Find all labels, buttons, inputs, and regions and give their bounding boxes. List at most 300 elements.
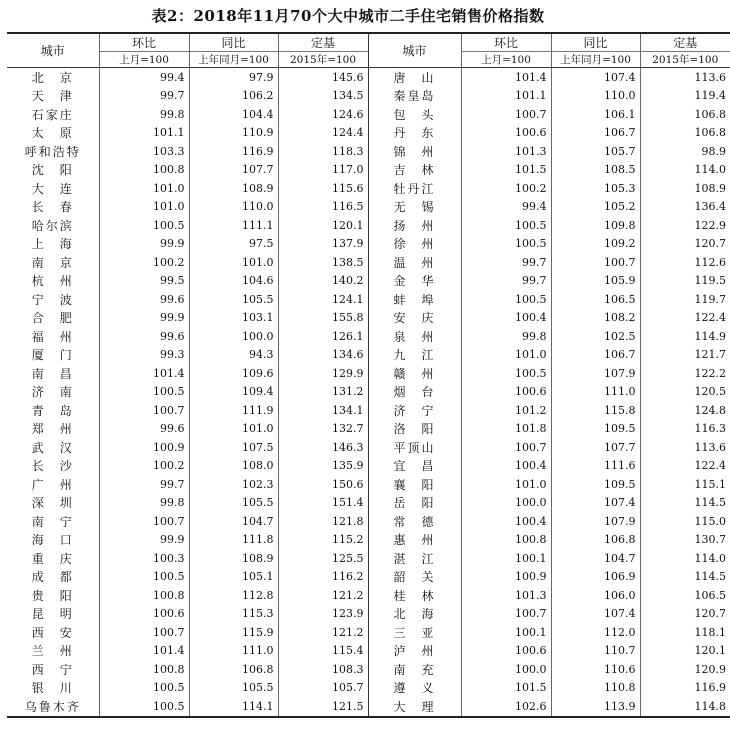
fixed-cell: 132.7 — [278, 420, 368, 439]
yoy-cell: 105.7 — [551, 142, 640, 161]
mom-cell: 99.4 — [461, 198, 551, 217]
yoy-cell: 101.0 — [189, 420, 278, 439]
city-cell: 锦 州 — [368, 142, 461, 161]
city-cell: 深 圳 — [31, 496, 74, 511]
city-cell: 合 肥 — [31, 311, 74, 326]
yoy-cell: 102.3 — [189, 475, 278, 494]
city-cell: 银 川 — [31, 681, 74, 696]
mom-cell: 100.9 — [461, 568, 551, 587]
mom-cell: 100.3 — [99, 549, 189, 568]
table-row — [7, 87, 730, 106]
city-cell: 徐 州 — [368, 235, 461, 254]
fixed-cell: 114.8 — [640, 697, 730, 717]
fixed-cell: 136.4 — [640, 198, 730, 217]
city-header: 城市 — [368, 33, 461, 68]
mom-cell: 99.7 — [99, 87, 189, 106]
fixed-cell: 116.9 — [640, 679, 730, 698]
mom-cell: 99.9 — [99, 235, 189, 254]
table-row — [7, 235, 730, 254]
city-cell: 三 亚 — [368, 623, 461, 642]
fixed-cell: 114.0 — [640, 549, 730, 568]
mom-cell: 100.2 — [99, 253, 189, 272]
city-cell: 长 春 — [31, 200, 74, 215]
mom-cell: 101.4 — [99, 364, 189, 383]
table-row — [7, 586, 730, 605]
yoy-cell: 107.9 — [551, 364, 640, 383]
city-cell: 秦皇岛 — [368, 87, 461, 106]
yoy-cell: 110.0 — [189, 198, 278, 217]
city-cell: 包 头 — [368, 105, 461, 124]
mom-cell: 101.0 — [99, 198, 189, 217]
yoy-cell: 110.9 — [189, 124, 278, 143]
city-cell: 重 庆 — [31, 551, 74, 566]
fixed-cell: 114.9 — [640, 327, 730, 346]
yoy-cell: 107.5 — [189, 438, 278, 457]
city-cell: 大 连 — [31, 181, 74, 196]
yoy-header: 同比 — [189, 33, 278, 52]
table-row — [7, 364, 730, 383]
fixed-cell: 117.0 — [278, 161, 368, 180]
mom-cell: 101.4 — [461, 68, 551, 87]
mom-header: 环比 — [461, 33, 551, 52]
table-row — [7, 457, 730, 476]
fixed-cell: 123.9 — [278, 605, 368, 624]
city-cell: 洛 阳 — [368, 420, 461, 439]
mom-cell: 100.7 — [99, 623, 189, 642]
city-cell: 安 庆 — [368, 309, 461, 328]
yoy-cell: 106.7 — [551, 346, 640, 365]
yoy-cell: 111.6 — [551, 457, 640, 476]
mom-cell: 100.8 — [99, 586, 189, 605]
mom-cell: 101.8 — [461, 420, 551, 439]
table-row — [7, 124, 730, 143]
table-row — [7, 179, 730, 198]
yoy-cell: 104.7 — [551, 549, 640, 568]
table-row — [7, 161, 730, 180]
fixed-cell: 124.8 — [640, 401, 730, 420]
fixed-cell: 130.7 — [640, 531, 730, 550]
fixed-cell: 116.5 — [278, 198, 368, 217]
yoy-cell: 104.7 — [189, 512, 278, 531]
yoy-cell: 109.4 — [189, 383, 278, 402]
mom-cell: 101.2 — [461, 401, 551, 420]
table-row — [7, 420, 730, 439]
yoy-cell: 116.9 — [189, 142, 278, 161]
yoy-cell: 109.5 — [551, 475, 640, 494]
mom-cell: 100.7 — [461, 105, 551, 124]
fixed-cell: 112.6 — [640, 253, 730, 272]
table-row — [7, 605, 730, 624]
fixed-cell: 118.3 — [278, 142, 368, 161]
mom-cell: 100.6 — [99, 605, 189, 624]
fixed-cell: 115.2 — [278, 531, 368, 550]
city-cell: 烟 台 — [368, 383, 461, 402]
fixed-cell: 115.0 — [640, 512, 730, 531]
mom-cell: 101.3 — [461, 142, 551, 161]
table-row — [7, 475, 730, 494]
fixed-cell: 119.4 — [640, 87, 730, 106]
fixed-cell: 115.1 — [640, 475, 730, 494]
yoy-cell: 115.8 — [551, 401, 640, 420]
yoy-cell: 104.4 — [189, 105, 278, 124]
fixed-cell: 120.1 — [640, 642, 730, 661]
fixed-cell: 122.9 — [640, 216, 730, 235]
mom-cell: 100.2 — [99, 457, 189, 476]
yoy-cell: 111.0 — [551, 383, 640, 402]
yoy-cell: 105.1 — [189, 568, 278, 587]
city-cell: 北 海 — [368, 605, 461, 624]
city-cell: 牡丹江 — [368, 179, 461, 198]
yoy-cell: 108.9 — [189, 179, 278, 198]
mom-cell: 100.8 — [99, 660, 189, 679]
city-cell: 济 南 — [31, 385, 74, 400]
fixed-cell: 134.6 — [278, 346, 368, 365]
fixed-cell: 108.9 — [640, 179, 730, 198]
fixed-cell: 122.4 — [640, 457, 730, 476]
fixed-cell: 120.5 — [640, 383, 730, 402]
fixed-cell: 138.5 — [278, 253, 368, 272]
mom-cell: 100.5 — [461, 290, 551, 309]
yoy-cell: 100.0 — [189, 327, 278, 346]
table-row — [7, 494, 730, 513]
city-header: 城市 — [7, 33, 99, 68]
table-row — [7, 642, 730, 661]
fixed-cell: 137.9 — [278, 235, 368, 254]
fixed-cell: 135.9 — [278, 457, 368, 476]
mom-cell: 100.6 — [461, 383, 551, 402]
fixed-cell: 120.9 — [640, 660, 730, 679]
mom-cell: 100.1 — [461, 623, 551, 642]
yoy-cell: 106.7 — [551, 124, 640, 143]
yoy-cell: 94.3 — [189, 346, 278, 365]
fixed-cell: 140.2 — [278, 272, 368, 291]
yoy-cell: 103.1 — [189, 309, 278, 328]
city-cell: 上 海 — [31, 237, 74, 252]
city-cell: 桂 林 — [368, 586, 461, 605]
yoy-cell: 108.9 — [189, 549, 278, 568]
city-cell: 武 汉 — [31, 440, 74, 455]
mom-cell: 99.9 — [99, 531, 189, 550]
city-cell: 蚌 埠 — [368, 290, 461, 309]
city-cell: 厦 门 — [31, 348, 74, 363]
mom-cell: 99.6 — [99, 327, 189, 346]
city-cell: 温 州 — [368, 253, 461, 272]
mom-cell: 101.5 — [461, 679, 551, 698]
mom-cell: 100.5 — [99, 216, 189, 235]
yoy-cell: 112.0 — [551, 623, 640, 642]
city-cell: 南 充 — [368, 660, 461, 679]
fixed-cell: 121.2 — [278, 586, 368, 605]
table-row — [7, 697, 730, 717]
fixed-header: 定基 — [640, 33, 730, 52]
mom-cell: 99.7 — [461, 272, 551, 291]
fixed-cell: 155.8 — [278, 309, 368, 328]
city-cell: 唐 山 — [368, 68, 461, 87]
fixed-cell: 113.6 — [640, 68, 730, 87]
yoy-cell: 111.0 — [189, 642, 278, 661]
city-cell: 哈尔滨 — [31, 218, 74, 233]
fixed-base-label: 2015年=100 — [640, 52, 730, 68]
fixed-cell: 98.9 — [640, 142, 730, 161]
fixed-header: 定基 — [278, 33, 368, 52]
yoy-cell: 111.1 — [189, 216, 278, 235]
table-row — [7, 309, 730, 328]
city-cell: 乌鲁木齐 — [7, 697, 99, 717]
yoy-cell: 112.8 — [189, 586, 278, 605]
mom-cell: 99.8 — [99, 494, 189, 513]
city-cell: 大 理 — [368, 697, 461, 717]
fixed-cell: 121.8 — [278, 512, 368, 531]
city-cell: 福 州 — [31, 329, 74, 344]
fixed-cell: 121.5 — [278, 697, 368, 717]
mom-cell: 99.5 — [99, 272, 189, 291]
yoy-cell: 109.8 — [551, 216, 640, 235]
yoy-cell: 110.8 — [551, 679, 640, 698]
mom-cell: 99.7 — [461, 253, 551, 272]
table-row — [7, 531, 730, 550]
mom-cell: 100.8 — [461, 531, 551, 550]
fixed-cell: 119.7 — [640, 290, 730, 309]
mom-cell: 100.7 — [99, 401, 189, 420]
city-cell: 郑 州 — [31, 422, 74, 437]
mom-cell: 100.4 — [461, 457, 551, 476]
mom-cell: 101.1 — [99, 124, 189, 143]
fixed-cell: 124.6 — [278, 105, 368, 124]
mom-cell: 100.5 — [99, 697, 189, 717]
mom-cell: 100.2 — [461, 179, 551, 198]
table-row — [7, 105, 730, 124]
table-row — [7, 401, 730, 420]
mom-cell: 99.9 — [99, 309, 189, 328]
mom-cell: 100.8 — [99, 161, 189, 180]
mom-cell: 99.4 — [99, 68, 189, 87]
mom-cell: 101.0 — [99, 179, 189, 198]
city-cell: 宜 昌 — [368, 457, 461, 476]
city-cell: 沈 阳 — [31, 163, 74, 178]
yoy-cell: 111.8 — [189, 531, 278, 550]
fixed-cell: 134.5 — [278, 87, 368, 106]
city-cell: 杭 州 — [31, 274, 74, 289]
yoy-cell: 110.6 — [551, 660, 640, 679]
city-cell: 济 宁 — [368, 401, 461, 420]
mom-cell: 101.1 — [461, 87, 551, 106]
yoy-cell: 105.5 — [189, 679, 278, 698]
city-cell: 南 京 — [31, 255, 74, 270]
mom-cell: 103.3 — [99, 142, 189, 161]
table-row — [7, 438, 730, 457]
yoy-cell: 106.0 — [551, 586, 640, 605]
yoy-cell: 107.7 — [551, 438, 640, 457]
city-cell: 兰 州 — [31, 644, 74, 659]
yoy-cell: 115.3 — [189, 605, 278, 624]
yoy-cell: 108.5 — [551, 161, 640, 180]
fixed-cell: 106.5 — [640, 586, 730, 605]
mom-cell: 100.9 — [99, 438, 189, 457]
mom-header: 环比 — [99, 33, 189, 52]
yoy-cell: 101.0 — [189, 253, 278, 272]
yoy-cell: 109.2 — [551, 235, 640, 254]
yoy-cell: 114.1 — [189, 697, 278, 717]
fixed-cell: 129.9 — [278, 364, 368, 383]
mom-cell: 100.6 — [461, 124, 551, 143]
mom-cell: 100.5 — [99, 568, 189, 587]
mom-cell: 99.7 — [99, 475, 189, 494]
fixed-cell: 120.1 — [278, 216, 368, 235]
fixed-cell: 114.5 — [640, 494, 730, 513]
yoy-cell: 106.8 — [189, 660, 278, 679]
table-row — [7, 549, 730, 568]
yoy-header: 同比 — [551, 33, 640, 52]
fixed-cell: 124.4 — [278, 124, 368, 143]
table-row — [7, 68, 730, 87]
yoy-cell: 105.9 — [551, 272, 640, 291]
mom-cell: 100.5 — [461, 235, 551, 254]
mom-cell: 100.1 — [461, 549, 551, 568]
mom-cell: 101.3 — [461, 586, 551, 605]
mom-cell: 100.6 — [461, 642, 551, 661]
fixed-cell: 122.4 — [640, 309, 730, 328]
table-row — [7, 568, 730, 587]
city-cell: 岳 阳 — [368, 494, 461, 513]
table-title: 表2：2018年11月70个大中城市二手住宅销售价格指数 — [151, 7, 545, 25]
city-cell: 韶 关 — [368, 568, 461, 587]
header-row — [7, 33, 730, 52]
city-cell: 西 宁 — [31, 662, 74, 677]
mom-cell: 101.4 — [99, 642, 189, 661]
mom-cell: 99.3 — [99, 346, 189, 365]
city-cell: 扬 州 — [368, 216, 461, 235]
fixed-cell: 131.2 — [278, 383, 368, 402]
yoy-cell: 107.7 — [189, 161, 278, 180]
city-cell: 惠 州 — [368, 531, 461, 550]
fixed-cell: 119.5 — [640, 272, 730, 291]
city-cell: 吉 林 — [368, 161, 461, 180]
mom-cell: 99.8 — [461, 327, 551, 346]
city-cell: 金 华 — [368, 272, 461, 291]
mom-cell: 100.7 — [99, 512, 189, 531]
mom-cell: 101.0 — [461, 475, 551, 494]
yoy-cell: 105.5 — [189, 290, 278, 309]
yoy-cell: 109.6 — [189, 364, 278, 383]
fixed-cell: 122.2 — [640, 364, 730, 383]
city-cell: 襄 阳 — [368, 475, 461, 494]
yoy-base-label: 上年同月=100 — [551, 52, 640, 68]
city-cell: 南 宁 — [31, 514, 74, 529]
fixed-cell: 108.3 — [278, 660, 368, 679]
city-cell: 太 原 — [31, 126, 74, 141]
mom-cell: 100.5 — [461, 216, 551, 235]
city-cell: 赣 州 — [368, 364, 461, 383]
fixed-cell: 115.4 — [278, 642, 368, 661]
city-cell: 丹 东 — [368, 124, 461, 143]
fixed-cell: 151.4 — [278, 494, 368, 513]
city-cell: 广 州 — [31, 477, 74, 492]
city-cell: 石家庄 — [31, 107, 74, 122]
mom-cell: 100.5 — [461, 364, 551, 383]
mom-cell: 100.0 — [461, 660, 551, 679]
yoy-cell: 105.3 — [551, 179, 640, 198]
fixed-cell: 105.7 — [278, 679, 368, 698]
city-cell: 泉 州 — [368, 327, 461, 346]
yoy-cell: 109.5 — [551, 420, 640, 439]
fixed-cell: 114.0 — [640, 161, 730, 180]
city-cell: 南 昌 — [31, 366, 74, 381]
yoy-cell: 97.5 — [189, 235, 278, 254]
table-row — [7, 216, 730, 235]
table-row — [7, 290, 730, 309]
city-cell: 常 德 — [368, 512, 461, 531]
city-cell: 无 锡 — [368, 198, 461, 217]
yoy-cell: 107.4 — [551, 494, 640, 513]
price-index-table — [7, 32, 730, 718]
fixed-cell: 106.8 — [640, 105, 730, 124]
fixed-cell: 120.7 — [640, 605, 730, 624]
yoy-cell: 107.4 — [551, 68, 640, 87]
city-cell: 泸 州 — [368, 642, 461, 661]
city-cell: 九 江 — [368, 346, 461, 365]
yoy-cell: 106.9 — [551, 568, 640, 587]
city-cell: 海 口 — [31, 533, 74, 548]
fixed-cell: 121.7 — [640, 346, 730, 365]
mom-cell: 99.6 — [99, 290, 189, 309]
mom-cell: 99.6 — [99, 420, 189, 439]
table-row — [7, 327, 730, 346]
city-cell: 平顶山 — [368, 438, 461, 457]
city-cell: 湛 江 — [368, 549, 461, 568]
yoy-cell: 110.0 — [551, 87, 640, 106]
fixed-cell: 116.2 — [278, 568, 368, 587]
table-row — [7, 512, 730, 531]
yoy-cell: 104.6 — [189, 272, 278, 291]
fixed-cell: 146.3 — [278, 438, 368, 457]
fixed-cell: 116.3 — [640, 420, 730, 439]
mom-cell: 99.8 — [99, 105, 189, 124]
fixed-cell: 106.8 — [640, 124, 730, 143]
table-row — [7, 198, 730, 217]
fixed-cell: 125.5 — [278, 549, 368, 568]
table-row — [7, 679, 730, 698]
city-cell: 遵 义 — [368, 679, 461, 698]
mom-cell: 100.4 — [461, 309, 551, 328]
city-cell: 宁 波 — [31, 292, 74, 307]
yoy-cell: 105.5 — [189, 494, 278, 513]
fixed-cell: 126.1 — [278, 327, 368, 346]
city-cell: 呼和浩特 — [24, 144, 81, 159]
fixed-cell: 118.1 — [640, 623, 730, 642]
yoy-cell: 106.1 — [551, 105, 640, 124]
yoy-cell: 100.7 — [551, 253, 640, 272]
city-cell: 天 津 — [31, 89, 74, 104]
yoy-cell: 105.2 — [551, 198, 640, 217]
yoy-cell: 113.9 — [551, 697, 640, 717]
table-row — [7, 660, 730, 679]
fixed-cell: 124.1 — [278, 290, 368, 309]
mom-cell: 100.5 — [99, 679, 189, 698]
table-row — [7, 272, 730, 291]
yoy-cell: 115.9 — [189, 623, 278, 642]
yoy-cell: 102.5 — [551, 327, 640, 346]
yoy-cell: 106.2 — [189, 87, 278, 106]
yoy-cell: 97.9 — [189, 68, 278, 87]
fixed-cell: 145.6 — [278, 68, 368, 87]
city-cell: 贵 阳 — [31, 588, 74, 603]
table-row — [7, 383, 730, 402]
yoy-cell: 107.4 — [551, 605, 640, 624]
mom-cell: 101.5 — [461, 161, 551, 180]
mom-cell: 100.5 — [99, 383, 189, 402]
mom-cell: 100.0 — [461, 494, 551, 513]
mom-base-label: 上月=100 — [99, 52, 189, 68]
